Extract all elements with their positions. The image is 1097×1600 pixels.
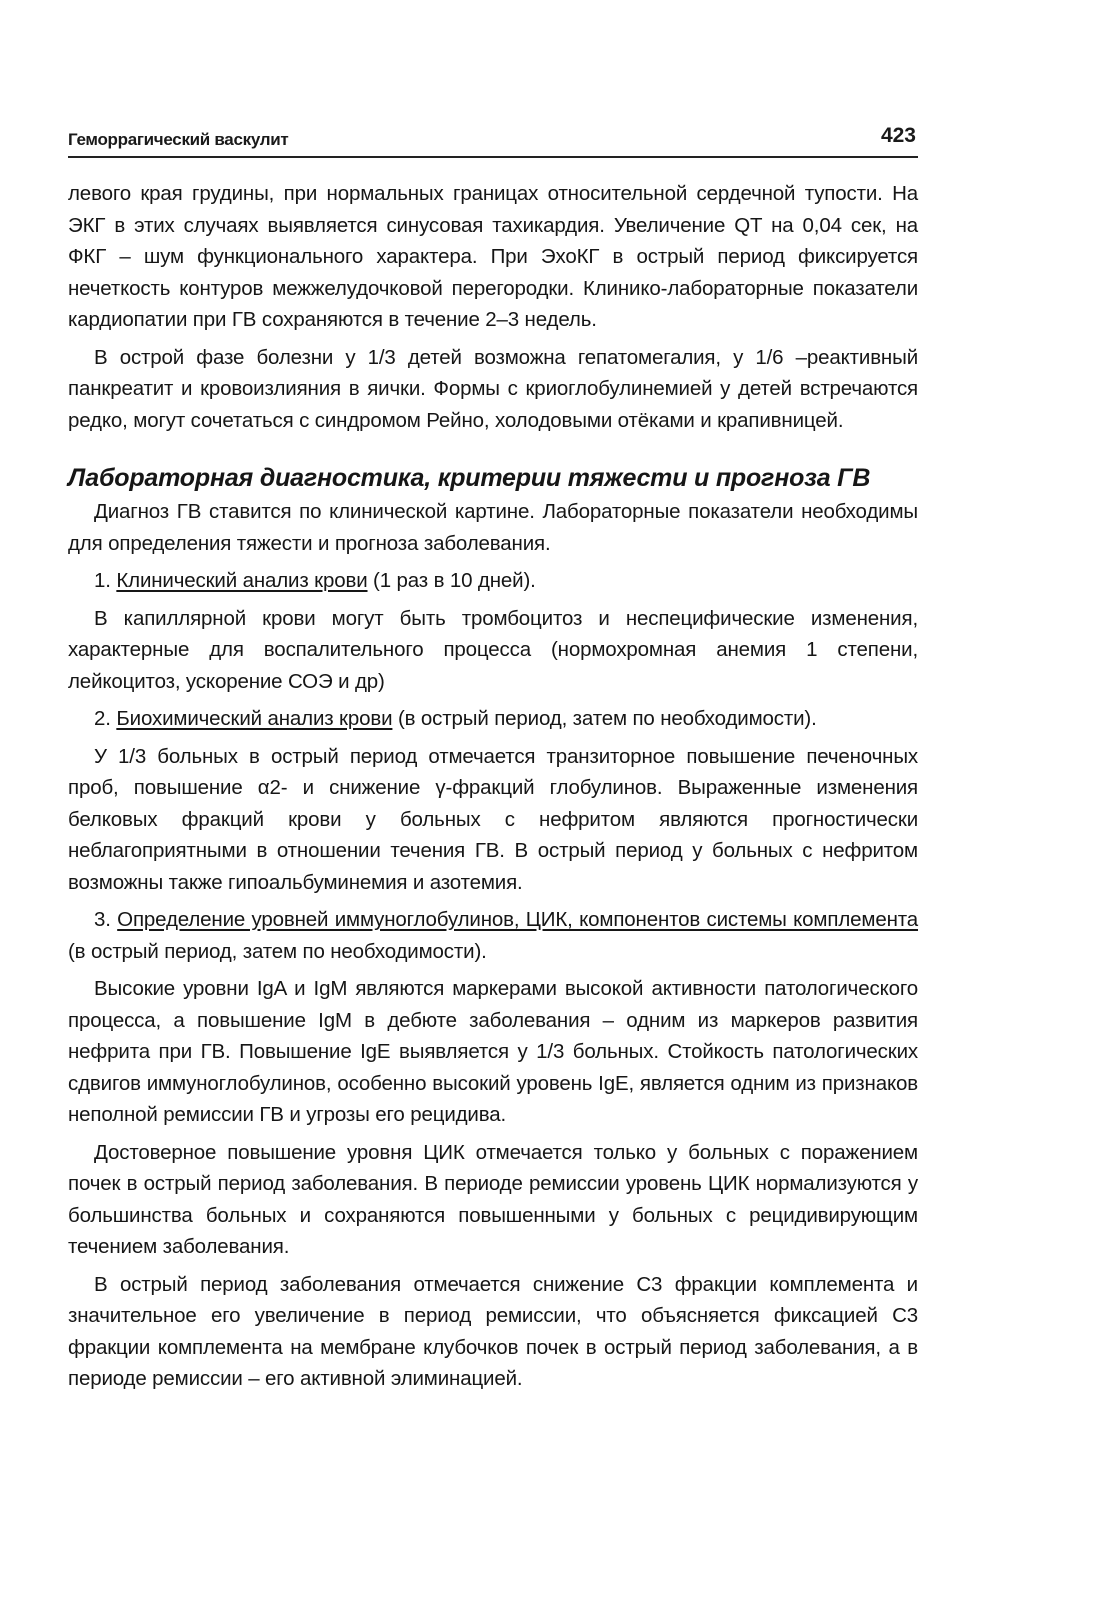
list-item-1-title: Клинический анализ крови: [116, 569, 368, 592]
page-number: 423: [880, 124, 916, 147]
paragraph-cic: Достоверное повышение уровня ЦИК отмечается только у больных с поражением почек в острый период заболевания. В периоде ремиссии уровень ЦИК нормализуются у большинства больных и сохраняются повышенными у больных с рецидивирующим течением заболевания.: [68, 1140, 918, 1258]
list-item-2-note: (в острый период, затем по необходимости).: [392, 707, 817, 730]
paragraph-acute-phase: В острой фазе болезни у 1/3 детей возможна гепатомегалия, у 1/6 –реактивный панкреатит и кровоизлияния в яички. Формы с криоглобулинемией у детей встречаются редко, могут сочетаться с синдромом Рейно, холодовыми отёками и крапивницей.: [68, 345, 918, 432]
paragraph-capillary-blood: В капиллярной крови могут быть тромбоцитоз и неспецифические изменения, характерные для воспалительного процесса (нормохромная анемия 1 степени, лейкоцитоз, ускорение СОЭ и др): [68, 606, 918, 693]
list-item-1-number: 1.: [94, 569, 117, 592]
paragraph-complement: В острый период заболевания отмечается снижение С3 фракции комплемента и значительное его увеличение в период ремиссии, что объясняется фиксацией С3 фракции комплемента на мембране клубочков почек в острый период заболевания, а в периоде ремиссии – его активной элиминацией.: [68, 1272, 918, 1390]
list-item-3: [68, 904, 918, 967]
list-item-2: [68, 703, 918, 735]
page-body: [68, 178, 918, 1395]
paragraph-immunoglobulins: Высокие уровни IgA и IgM являются маркерами высокой активности патологического процесса, а повышение IgM в дебюте заболевания – одним из маркеров развития нефрита при ГВ. Повышение IgE выявляется у 1/3 больных. Стойкость патологических сдвигов иммуноглобулинов, особенно высокий уровень IgE, является одним из признаков неполной ремиссии ГВ и угрозы его рецидива.: [68, 977, 918, 1126]
running-header-title: Геморрагический васкулит: [68, 130, 289, 149]
paragraph-cardiopathy: левого края грудины, при нормальных границах относительной сердечной тупости. На ЭКГ в этих случаях выявляется синусовая тахикардия. Увеличение QT на 0,04 сек, на ФКГ – шум функционального характера. При ЭхоКГ в острый период фиксируется нечеткость контуров межжелудочковой перегородки. Клинико-лабораторные показатели кардиопатии при ГВ сохраняются в течение 2–3 недель.: [68, 182, 918, 331]
list-item-3-number: 3.: [94, 908, 118, 931]
list-item-1: [68, 565, 918, 597]
list-item-3-title: Определение уровней иммуноглобулинов, ЦИК, компонентов системы комплемента: [117, 908, 919, 931]
running-header: [68, 116, 918, 158]
paragraph-biochemistry: У 1/3 больных в острый период отмечается транзиторное повышение печеночных проб, повышение α2- и снижение γ-фракций глобулинов. Выраженные изменения белковых фракций крови у больных с нефритом являются прогностически неблагоприятными в отношении течения ГВ. В острый период у больных с нефритом возможны также гипоальбуминемия и азотемия.: [68, 744, 918, 894]
paragraph-diagnosis: Диагноз ГВ ставится по клинической картине. Лабораторные показатели необходимы для определения тяжести и прогноза заболевания.: [68, 500, 918, 555]
list-item-2-number: 2.: [94, 707, 117, 730]
section-heading: Лабораторная диагностика, критерии тяжести и прогноза ГВ: [68, 464, 871, 492]
list-item-2-title: Биохимический анализ крови: [116, 707, 393, 730]
list-item-1-note: (1 раз в 10 дней).: [367, 569, 536, 592]
list-item-3-note: (в острый период, затем по необходимости).: [68, 939, 487, 963]
